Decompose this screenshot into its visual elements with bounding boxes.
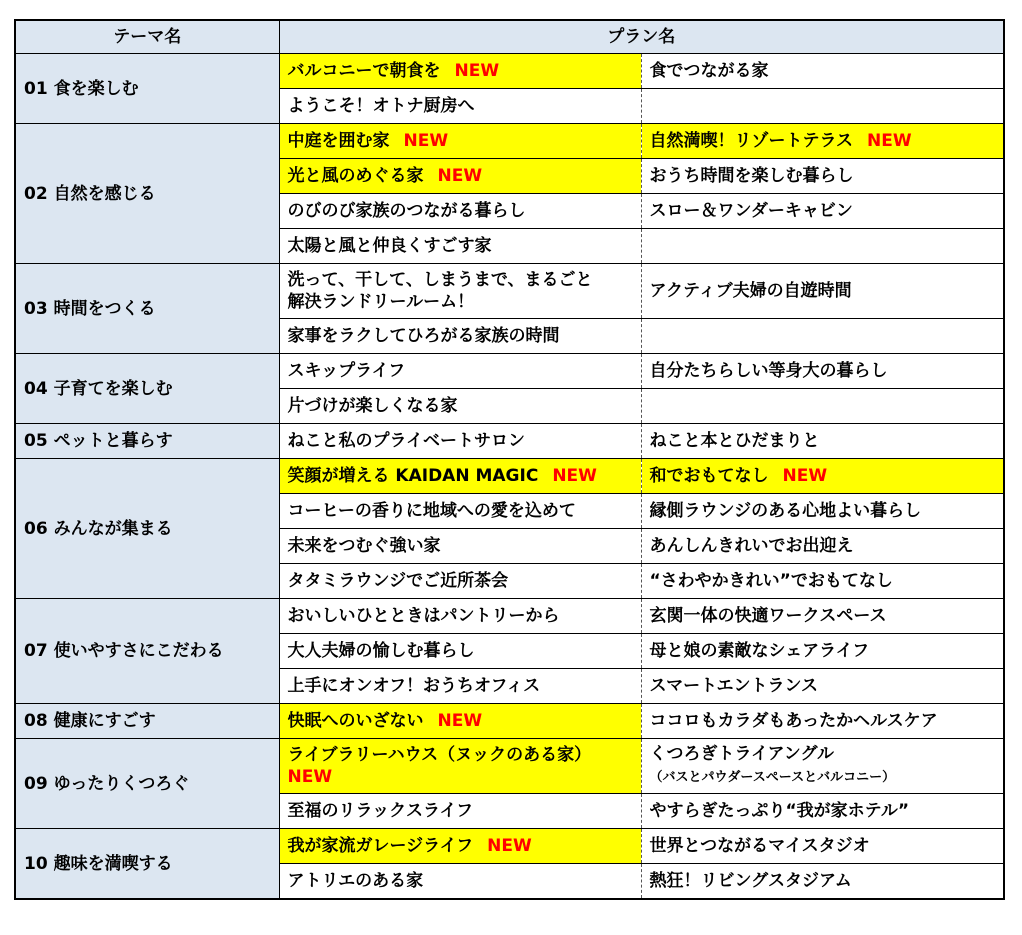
- plan-cell: [279, 319, 641, 354]
- table-row: [15, 739, 1004, 794]
- plan-name: 熱狂！リビングスタジアム: [649, 871, 852, 891]
- plan-name: 快眠へのいざない: [287, 711, 424, 731]
- plan-name: 上手にオンオフ！おうちオフィス: [287, 676, 541, 696]
- theme-name: 01 食を楽しむ: [15, 54, 279, 124]
- plan-cell: [641, 829, 1004, 864]
- plan-header: プラン名: [279, 20, 1004, 54]
- plan-name: バルコニーで朝食を: [287, 61, 441, 81]
- theme-name: 05 ペットと暮らす: [15, 424, 279, 459]
- plan-name: ねこと本とひだまりと: [649, 431, 820, 451]
- plan-cell: [279, 159, 641, 194]
- plan-cell: [279, 864, 641, 900]
- plan-name: のびのび家族のつながる暮らし: [287, 201, 526, 221]
- new-badge: NEW: [552, 466, 597, 486]
- theme-name: 10 趣味を満喫する: [15, 829, 279, 900]
- new-badge: NEW: [867, 131, 912, 151]
- theme-name: 08 健康にすごす: [15, 704, 279, 739]
- table-row: [15, 124, 1004, 159]
- theme-name: 02 自然を感じる: [15, 124, 279, 264]
- plan-cell: [279, 354, 641, 389]
- plan-cell: [279, 389, 641, 424]
- plan-cell: [279, 529, 641, 564]
- new-badge: NEW: [437, 711, 483, 731]
- plan-cell: [641, 564, 1004, 599]
- plan-cell: [279, 634, 641, 669]
- plan-cell: [279, 739, 641, 794]
- new-badge: NEW: [487, 836, 532, 856]
- plan-name: やすらぎたっぷり“我が家ホテル”: [649, 801, 909, 821]
- plan-name: スキップライフ: [287, 361, 406, 381]
- plan-name: 母と娘の素敵なシェアライフ: [649, 641, 870, 661]
- plan-cell: [279, 459, 641, 494]
- plan-name: 自分たちらしい等身大の暮らし: [649, 361, 888, 381]
- plan-name: “さわやかきれい”でおもてなし: [649, 571, 893, 591]
- plan-name: アクティブ夫婦の自遊時間: [649, 281, 852, 301]
- plan-name: 玄関一体の快適ワークスペース: [649, 606, 887, 626]
- plan-name: 片づけが楽しくなる家: [287, 396, 458, 416]
- plan-name-line2: （バスとパウダースペースとバルコニー）: [649, 770, 896, 785]
- new-badge: NEW: [287, 767, 333, 787]
- plan-cell: [641, 864, 1004, 900]
- table-row: [15, 424, 1004, 459]
- plan-cell: [279, 704, 641, 739]
- plan-cell: [279, 794, 641, 829]
- plan-name: 光と風のめぐる家: [287, 166, 424, 186]
- plan-name: 我が家流ガレージライフ: [287, 836, 474, 856]
- plan-cell: [641, 529, 1004, 564]
- plan-name-line2: 解決ランドリールーム！: [287, 292, 475, 312]
- new-badge: NEW: [403, 131, 449, 151]
- plan-name: 洗って、干して、しまうまで、まるごと: [287, 270, 593, 290]
- plan-table: [14, 19, 1005, 900]
- plan-name: アトリエのある家: [287, 871, 424, 891]
- plan-cell: [641, 459, 1004, 494]
- plan-cell: [641, 54, 1004, 89]
- plan-cell: [641, 194, 1004, 229]
- theme-header: テーマ名: [15, 20, 279, 54]
- plan-name: 未来をつむぐ強い家: [287, 536, 441, 556]
- plan-name: 大人夫婦の愉しむ暮らし: [287, 641, 475, 661]
- plan-name: 自然満喫！リゾートテラス: [649, 131, 853, 151]
- plan-cell: [279, 264, 641, 319]
- plan-name: スロー＆ワンダーキャビン: [649, 201, 853, 221]
- plan-name: くつろぎトライアングル: [649, 744, 834, 764]
- table-row: [15, 354, 1004, 389]
- plan-name: ようこそ！オトナ厨房へ: [287, 96, 475, 116]
- table-row: [15, 264, 1004, 319]
- plan-name: コーヒーの香りに地域への愛を込めて: [287, 501, 576, 521]
- table-row: [15, 829, 1004, 864]
- table-row: [15, 54, 1004, 89]
- plan-cell: [279, 564, 641, 599]
- plan-cell: [279, 494, 641, 529]
- plan-name: スマートエントランス: [649, 676, 818, 696]
- plan-name: おいしいひとときはパントリーから: [287, 606, 560, 626]
- header-row: [15, 20, 1004, 54]
- plan-name: 和でおもてなし: [649, 466, 769, 486]
- plan-cell: [641, 794, 1004, 829]
- table-row: [15, 599, 1004, 634]
- plan-cell: [641, 424, 1004, 459]
- plan-cell: [279, 124, 641, 159]
- plan-name: 笑顔が増える KAIDAN MAGIC: [287, 466, 539, 486]
- plan-name: 縁側ラウンジのある心地よい暮らし: [649, 501, 922, 521]
- plan-cell: [641, 739, 1004, 794]
- theme-name: 03 時間をつくる: [15, 264, 279, 354]
- theme-name: 07 使いやすさにこだわる: [15, 599, 279, 704]
- plan-cell: [641, 124, 1004, 159]
- plan-cell: [279, 424, 641, 459]
- plan-cell: [641, 89, 1004, 124]
- plan-name: 中庭を囲む家: [287, 131, 390, 151]
- new-badge: NEW: [782, 466, 828, 486]
- plan-cell: [641, 494, 1004, 529]
- plan-cell: [279, 829, 641, 864]
- plan-name: あんしんきれいでお出迎え: [649, 536, 854, 556]
- plan-name: ココロもカラダもあったかヘルスケア: [649, 711, 938, 731]
- plan-cell: [641, 634, 1004, 669]
- plan-cell: [641, 229, 1004, 264]
- plan-cell: [641, 704, 1004, 739]
- plan-name: ねこと私のプライベートサロン: [287, 431, 525, 451]
- plan-cell: [641, 389, 1004, 424]
- plan-name: ライブラリーハウス（ヌックのある家）: [287, 745, 592, 765]
- plan-cell: [641, 159, 1004, 194]
- new-badge: NEW: [454, 61, 500, 81]
- plan-cell: [641, 264, 1004, 319]
- plan-name: 食でつながる家: [649, 61, 769, 81]
- plan-cell: [641, 669, 1004, 704]
- plan-cell: [641, 354, 1004, 389]
- table-row: [15, 459, 1004, 494]
- theme-name: 06 みんなが集まる: [15, 459, 279, 599]
- plan-name: 太陽と風と仲良くすごす家: [287, 236, 492, 256]
- plan-cell: [279, 599, 641, 634]
- plan-name: 家事をラクしてひろがる家族の時間: [287, 326, 560, 346]
- new-badge: NEW: [437, 166, 483, 186]
- plan-name: タタミラウンジでご近所茶会: [287, 571, 509, 591]
- plan-cell: [279, 669, 641, 704]
- plan-name: 至福のリラックスライフ: [287, 801, 473, 821]
- theme-name: 09 ゆったりくつろぐ: [15, 739, 279, 829]
- plan-name: おうち時間を楽しむ暮らし: [649, 166, 854, 186]
- theme-name: 04 子育てを楽しむ: [15, 354, 279, 424]
- plan-cell: [279, 229, 641, 264]
- plan-cell: [279, 54, 641, 89]
- plan-name: 世界とつながるマイスタジオ: [649, 836, 870, 856]
- plan-cell: [641, 599, 1004, 634]
- plan-cell: [279, 89, 641, 124]
- plan-cell: [641, 319, 1004, 354]
- plan-cell: [279, 194, 641, 229]
- table-row: [15, 704, 1004, 739]
